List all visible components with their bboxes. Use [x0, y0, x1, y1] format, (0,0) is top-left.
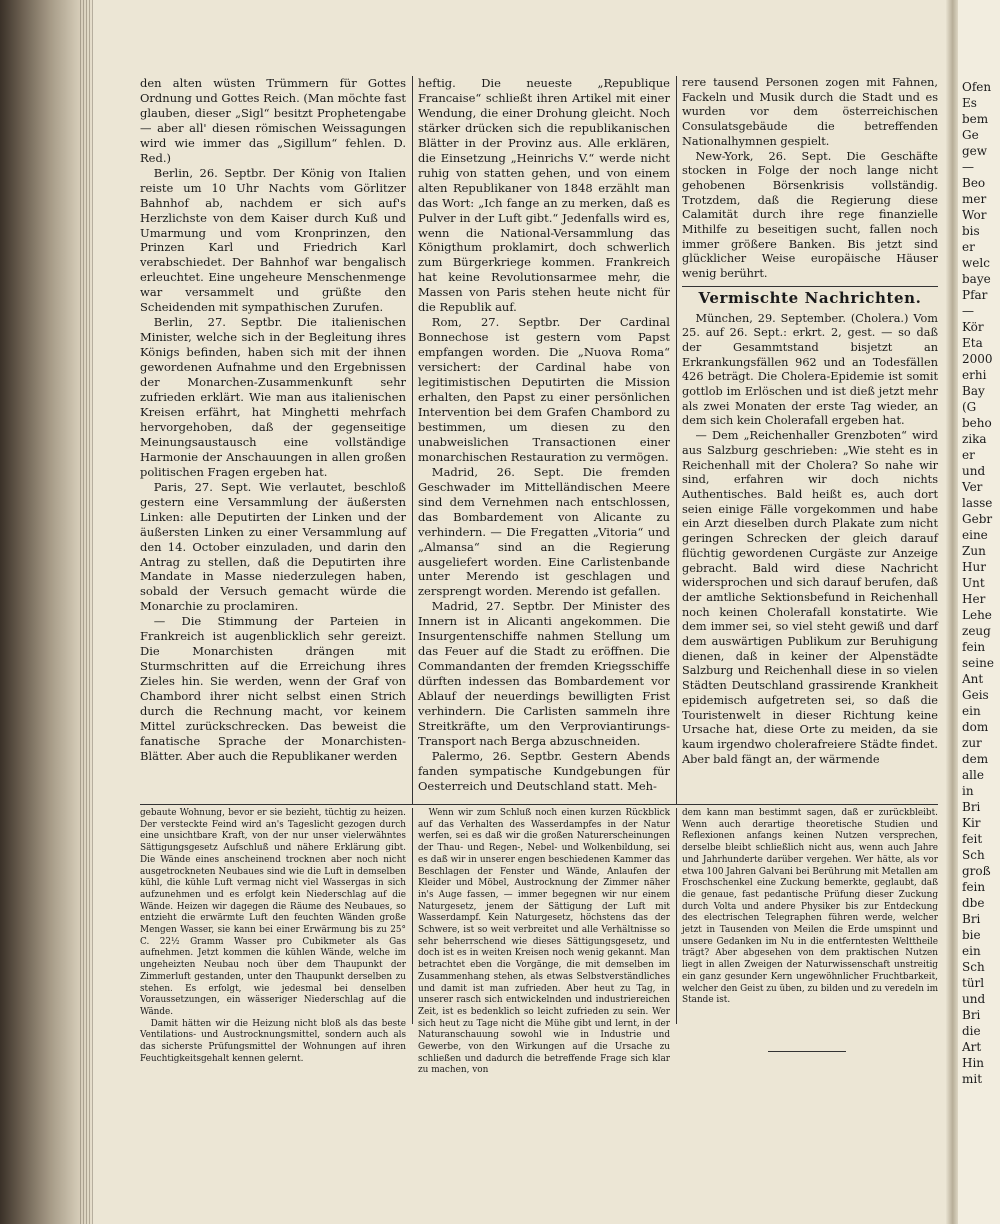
facing-page-fragment: alle [962, 768, 984, 782]
facing-page-fragment: ein [962, 704, 981, 718]
facing-page-fragment: Sch [962, 848, 985, 862]
facing-page-fragment: Beo [962, 176, 986, 190]
facing-page-fragment: zika [962, 432, 987, 446]
facing-page-fragment: erhi [962, 368, 987, 382]
facing-page-fragment: Ofen [962, 80, 992, 94]
book-binding-shadow [0, 0, 92, 1224]
facing-page-fragment: und [962, 992, 986, 1006]
page-edges [80, 0, 94, 1224]
article-frankreich: — Die Stimmung der Parteien in Frankreich ist augenblicklich sehr gereizt. Die Monarchisten drängen mit Sturmschritten auf die Erreichung ihres Zieles hin. Sie werden, wenn der Graf von Chambord ihrer nicht selbst einen Strich durch die Rechnung macht, vor keinem Mittel zurückschrecken. Das beweist die fanatische Sprache der Monarchisten-Blätter. Aber auch die Republikaner werden [140, 614, 406, 763]
facing-page-fragment: Geis [962, 688, 989, 702]
facing-page-fragment: mer [962, 192, 987, 206]
article-new-york-26: New-York, 26. Sept. Die Geschäfte stocken in Folge der noch lange nicht gehobenen Börsenkrisis vollständig. Trotzdem, daß die Regierung diese Calamität durch ihre rege finanzielle Mithilfe zu beseitigen sucht, fallen noch immer größere Banken. Bis jetzt sind glücklicher Weise europäische Häuser wenig berührt. [682, 149, 938, 281]
column-rule [676, 808, 677, 1024]
facing-page-fragment: Bri [962, 1008, 981, 1022]
facing-page-fragment: Hur [962, 560, 986, 574]
facing-page-fragment: Kir [962, 816, 981, 830]
facing-page-fragment: Her [962, 592, 986, 606]
article-muenchen-cholera: München, 29. September. (Cholera.) Vom 25. auf 26. Sept.: erkrt. 2, gest. — so daß der Gesammtstand bisjetzt an Erkrankungsfällen 962 und an Todesfällen 426 beträgt. Die Cholera-Epidemie ist somit gottlob im Erlöschen und ist dieß jetzt mehr als zwei Monaten der erste Tag wieder, an dem sich kein Cholerafall ergeben hat. [682, 311, 938, 428]
facing-page-fragment: (G [962, 400, 977, 414]
facing-page-fragment: Bri [962, 800, 981, 814]
facing-page-fragment: und [962, 464, 986, 478]
feuilleton-paragraph: Wenn wir zum Schluß noch einen kurzen Rückblick auf das Verhalten des Wasserdampfes in der Natur werfen, sei es daß wir die großen Naturerscheinungen der Thau- und Regen-, Nebel- und Wolkenbildung, sei es daß wir in unserer engen beschiedenen Kammer das Beschlagen der Fenster und Wände, Anlaufen der Kleider und Möbel, Austrocknung der Zimmer näher in's Auge fassen, — immer begegnen wir nur einem Naturgesetz, jenem der Sättigung der Luft mit Wasserdampf. Kein Naturgesetz, höchstens das der Schwere, ist so weit verbreitet und alle Verhältnisse so sehr beherrschend wie dieses Sättigungsgesetz, und doch ist es in weiten Kreisen noch wenig gekannt. Man betrachtet eben die Vorgänge, die mit demselben im Zusammenhang stehen, als etwas Selbstverständliches und damit ist man zufrieden. Aber heut zu Tag, in unserer rasch sich entwickelnden und industriereichen Zeit, ist es bedenklich so leicht zufrieden zu sein. Wer sich heut zu Tage nicht die Mühe gibt und lernt, in der Naturanschauung sowohl wie in Industrie und Gewerbe, von den Wirkungen auf die Ursache zu schließen und dadurch die betreffende Frage sich klar zu machen, von [418, 808, 670, 1076]
facing-page-edge [958, 0, 1000, 1224]
facing-page-fragment: baye [962, 272, 991, 286]
facing-page-fragment: Ge [962, 128, 979, 142]
facing-page-fragment: Ant [962, 672, 984, 686]
facing-page-fragment: in [962, 784, 974, 798]
facing-page-fragment: Eta [962, 336, 983, 350]
facing-page-fragment: zur [962, 736, 982, 750]
facing-page-fragment: türl [962, 976, 985, 990]
bottom-column-3 [682, 808, 938, 1052]
facing-page-fragment: eine [962, 528, 988, 542]
facing-page-fragment: dom [962, 720, 989, 734]
feuilleton-paragraph: Damit hätten wir die Heizung nicht bloß als das beste Ventilations- und Austrocknungsmittel, sondern auch als das sicherste Prüfungsmittel der Wohnungen auf ihren Feuchtigkeitsgehalt kennen gelernt. [140, 1018, 406, 1064]
article-madrid-27: Madrid, 27. Septbr. Der Minister des Innern ist in Alicanti angekommen. Die Insurgentenschiffe nahmen Stellung um das Feuer auf die Stadt zu eröffnen. Die Commandanten der fremden Kriegsschiffe dürften indessen das Bombardement vor Ablauf der neuerdings bewilligten Frist verhindern. Die Carlisten sammeln ihre Streitkräfte, um den Verproviantirungs-Transport nach Berga abzuschneiden. [418, 599, 670, 748]
facing-page-fragment: mit [962, 1072, 983, 1086]
feuilleton-continuation: dem kann man bestimmt sagen, daß er zurückbleibt. Wenn auch derartige theoretische Studien und Reflexionen anfangs keinen Nutzen versprechen, derselbe bleibt schließlich nicht aus, wenn auch Jahre und Jahrhunderte darüber vergehen. Wer hätte, als vor etwa 100 Jahren Galvani bei Berührung mit Metallen am Froschschenkel eine Zuckung bemerkte, geglaubt, daß die genaue, fast pedantische Prüfung dieser Zuckung durch Volta und andere Physiker bis zur Entdeckung des electrischen Telegraphen führen werde, welcher jetzt in Tausenden von Meilen die Erde umspinnt und unsere Gedanken im Nu in die entferntesten Welttheile trägt? Aber abgesehen von dem praktischen Nutzen liegt in allen Zweigen der Naturwissenschaft unstreitig ein ganz gesunder Kern ungewöhnlicher Fruchtbarkeit, welcher den Geist zu üben, zu bilden und zu veredeln im Stande ist. [682, 808, 939, 1006]
facing-page-fragment: ein [962, 944, 981, 958]
top-column-3 [682, 76, 938, 767]
column-rule [412, 808, 413, 1024]
facing-page-fragment: beho [962, 416, 992, 430]
top-column-2 [418, 76, 670, 794]
article-palermo-26: Palermo, 26. Septbr. Gestern Abends fanden sympatische Kundgebungen für Oesterreich und Deutschland statt. Meh- [418, 748, 670, 793]
bottom-column-1 [140, 808, 406, 1065]
page-gutter [946, 0, 958, 1224]
facing-page-fragment: bie [962, 928, 981, 942]
facing-page-fragment: gew [962, 144, 988, 158]
facing-page-fragment: bem [962, 112, 989, 126]
facing-page-fragment: fein [962, 880, 986, 894]
facing-page-fragment: — [962, 160, 974, 174]
facing-page-fragment: Bri [962, 912, 981, 926]
facing-page-fragment: er [962, 448, 975, 462]
article-reichenhall: — Dem „Reichenhaller Grenzboten“ wird aus Salzburg geschrieben: „Wie steht es in Reichenhall mit der Cholera? So nahe wir sind, erfahren wir doch nichts Authentisches. Bald heißt es, auch dort seien einige Fälle vorgekommen und habe ein Arzt dieselben durch Plakate zum nicht geringen Schrecken der gleich darauf flüchtig gewordenen Curgäste zur Anzeige gebracht. Bald wird diese Nachricht widersprochen und sich darauf berufen, daß der amtliche Sektionsbefund in Reichenhall noch keinen Cholerafall konstatirte. Wie dem immer sei, so viel steht gewiß und darf dem auswärtigen Publikum zur Beruhigung dienen, daß in keiner der Alpenstädte Salzburg und Reichenhall diese in so vielen Städten Deutschland grassirende Krankheit epidemisch aufgetreten sei, so daß die Touristenwelt in dieser Richtung keine Ursache hat, diese Orte zu meiden, da sie kaum irgendwo cholerafreiere Städte findet. Aber bald fängt an, der wärmende [682, 429, 938, 766]
section-title: Vermischte Nachrichten. [698, 288, 922, 307]
facing-page-fragment: zeug [962, 624, 991, 638]
article-continuation: rere tausend Personen zogen mit Fahnen, Fackeln und Musik durch die Stadt und es wurden vor dem österreichischen Consulatsgebäude die betreffenden Nationalhymnen gespielt. [682, 76, 938, 148]
article-berlin-26: Berlin, 26. Septbr. Der König von Italien reiste um 10 Uhr Nachts vom Görlitzer Bahnhof ab, nachdem er sich auf's Herzlichste von dem Kaiser durch Kuß und Umarmung und vom Kronprinzen, den Prinzen Karl und Friedrich Karl verabschiedet. Der Bahnhof war bengalisch erleuchtet. Eine ungeheure Menschenmenge war versammelt und grüßte den Scheidenden mit sympathischen Zurufen. [140, 165, 406, 315]
facing-page-fragment: Es [962, 96, 977, 110]
facing-page-fragment: Gebr [962, 512, 993, 526]
facing-page-fragment: seine [962, 656, 994, 670]
facing-page-fragment: Ver [962, 480, 983, 494]
facing-page-fragment: dbe [962, 896, 985, 910]
facing-page-fragment: 2000 [962, 352, 993, 366]
facing-page-fragment: welc [962, 256, 990, 270]
column-rule [412, 76, 413, 804]
end-rule [768, 1051, 846, 1052]
facing-page-fragment: Sch [962, 960, 985, 974]
article-berlin-27: Berlin, 27. Septbr. Die italienischen Minister, welche sich in der Begleitung ihres Königs befinden, haben sich mit der ihnen gewordenen Aufnahme und den Ergebnissen der Monarchen-Zusammenkunft sehr zufrieden erklärt. Wie man aus italienischen Kreisen erfährt, hat Minghetti mehrfach hervorgehoben, daß der gegenseitige Meinungsaustausch eine vollständige Harmonie der Anschauungen in allen großen politischen Fragen ergeben hat. [140, 315, 406, 479]
facing-page-fragment: Unt [962, 576, 985, 590]
article-paris-27: Paris, 27. Sept. Wie verlautet, beschloß gestern eine Versammlung der äußersten Linken: alle Deputirten der Linken und der äußersten Linken zu einer Versammlung auf den 14. October einzuladen, und darin den Antrag zu stellen, daß die Deputirten ihre Mandate in Masse niederzulegen haben, sobald der Versuch gemacht würde die Monarchie zu proclamiren. [140, 479, 406, 614]
facing-page-fragment: Wor [962, 208, 987, 222]
section-rule [682, 286, 938, 287]
facing-page-fragment: Zun [962, 544, 986, 558]
facing-page-fragment: Lehe [962, 608, 992, 622]
page-divider-rule [140, 804, 938, 805]
facing-page-fragment: Kör [962, 320, 984, 334]
facing-page-fragment: groß [962, 864, 991, 878]
facing-page-fragment: er [962, 240, 975, 254]
top-column-1 [140, 76, 406, 764]
column-rule [676, 76, 677, 804]
facing-page-fragment: fein [962, 640, 986, 654]
facing-page-fragment: feit [962, 832, 983, 846]
article-madrid-26: Madrid, 26. Sept. Die fremden Geschwader im Mittelländischen Meere sind dem Vernehmen nach entschlossen, das Bombardement von Alicante zu verhindern. — Die Fregatten „Vitoria“ und „Almansa“ sind an die Regierung ausgeliefert worden. Eine Carlistenbande unter Merendo ist geschlagen und zersprengt worden. Merendo ist gefallen. [418, 464, 670, 599]
facing-page-fragment: Hin [962, 1056, 985, 1070]
facing-page-fragment: Pfar [962, 288, 988, 302]
bottom-column-2 [418, 808, 670, 1077]
article-continuation: den alten wüsten Trümmern für Gottes Ordnung und Gottes Reich. (Man möchte fast glauben, dieser „Sigl“ besitzt Prophetengabe — aber all' diesen römischen Weissagungen wird wie immer das „Sigillum“ fehlen. D. Red.) [140, 76, 406, 165]
facing-page-fragment: Art [962, 1040, 982, 1054]
facing-page-fragment: Bay [962, 384, 985, 398]
facing-page-fragment: bis [962, 224, 980, 238]
facing-page-fragment: die [962, 1024, 981, 1038]
facing-page-fragment: — [962, 304, 974, 318]
article-continuation: heftig. Die neueste „Republique Francaise“ schließt ihren Artikel mit einer Wendung, die einer Drohung gleicht. Noch stärker drücken sich die republikanischen Blätter in der Provinz aus. Alle erklären, die Einsetzung „Heinrichs V.“ werde nicht ruhig von statten gehen, und von einem alten Republikaner von 1848 erzählt man das Wort: „Ich fange an zu merken, daß es Pulver in der Luft gibt.“ Jedenfalls wird es, wenn die National-Versammlung das Königthum proklamirt, doch schwerlich zum Bürgerkriege kommen. Frankreich hat keine Revolutionsarmee mehr, die Massen von Paris stehen heute nicht für die Republik auf. [418, 76, 670, 315]
facing-page-fragment: lasse [962, 496, 993, 510]
feuilleton-continuation: gebaute Wohnung, bevor er sie bezieht, tüchtig zu heizen. Der versteckte Feind wird an's Tageslicht gezogen durch eine unsichtbare Kraft, von der nur unser vielerwähntes Sättigungsgesetz Aufschluß und nähere Erklärung gibt. Die Wände eines anscheinend trocknen aber noch nicht ausgetrockneten Neubaues sind wie die Luft in demselben kühl, die kühle Luft vermag nicht viel Wassergas in sich aufzunehmen und es erfolgt kein Niederschlag auf die Wände. Heizen wir dagegen die Räume des Neubaues, so entzieht die erwärmte Luft den feuchten Wänden große Mengen Wasser, sie kann bei einer Erwärmung bis zu 25° C. 22½ Gramm Wasser pro Cubikmeter als Gas aufnehmen. Jetzt kommen die kühlen Wände, welche im ungeheizten Neubau noch über dem Thaupunkt der Zimmerluft gestanden, unter den Thaupunkt derselben zu stehen. Es erfolgt, wie jedesmal bei denselben Voraussetzungen, ein wässeriger Niederschlag auf die Wände. [140, 808, 406, 1017]
article-rom-27: Rom, 27. Septbr. Der Cardinal Bonnechose ist gestern vom Papst empfangen worden. Die „Nuova Roma“ versichert: der Cardinal habe von legitimistischen Deputirten die Mission erhalten, den Papst zu einer persönlichen Intervention bei dem Grafen Chambord zu bestimmen, um diesen zu den unabweislichen Transactionen einer monarchischen Restauration zu vermögen. [418, 315, 670, 464]
facing-page-fragment: dem [962, 752, 989, 766]
